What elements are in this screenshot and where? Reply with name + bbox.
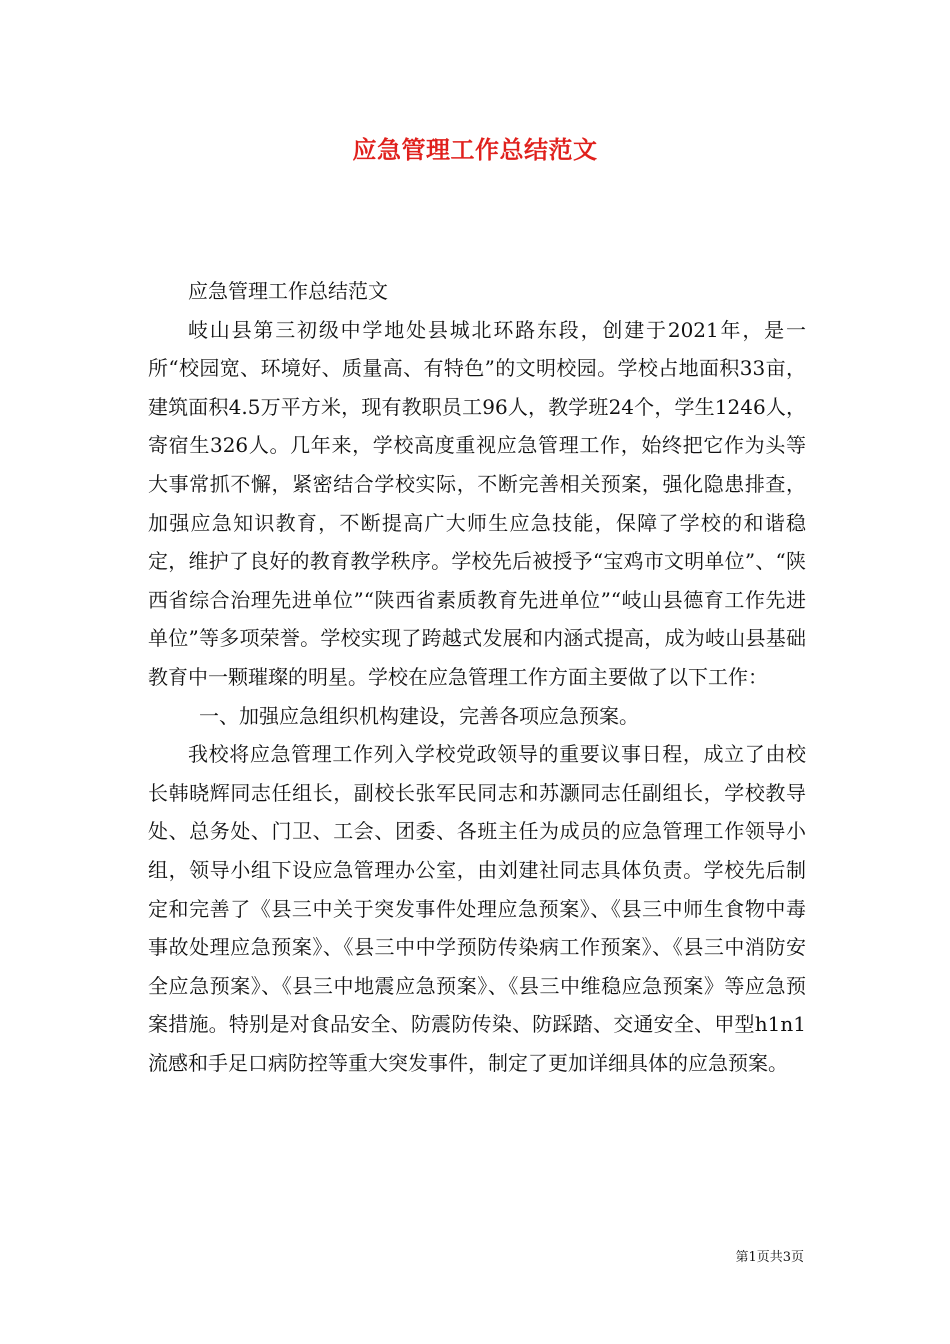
document-body	[148, 272, 806, 1082]
paragraph-intro: 岐山县第三初级中学地处县城北环路东段，创建于2021年，是一所“校园宽、环境好、质量高、有特色”的文明校园。学校占地面积33亩，建筑面积4.5万平方米，现有教职员工96人，教学班24个，学生1246人，寄宿生326人。几年来，学校高度重视应急管理工作，始终把它作为头等大事常抓不懈，紧密结合学校实际，不断完善相关预案，强化隐患排查，加强应急知识教育，不断提高广大师生应急技能，保障了学校的和谐稳定，维护了良好的教育教学秩序。学校先后被授予“宝鸡市文明单位”、“陕西省综合治理先进单位”“陕西省素质教育先进单位”“岐山县德育工作先进单位”等多项荣誉。学校实现了跨越式发展和内涵式提高，成为岐山县基础教育中一颗璀璨的明星。学校在应急管理工作方面主要做了以下工作：	[148, 317, 806, 689]
paragraph-subtitle: 应急管理工作总结范文	[188, 279, 388, 303]
paragraph-section-1: 我校将应急管理工作列入学校党政领导的重要议事日程，成立了由校长韩晓辉同志任组长，副校长张军民同志和苏灏同志任副组长，学校教导处、总务处、门卫、工会、团委、各班主任为成员的应急管理工作领导小组，领导小组下设应急管理办公室，由刘建社同志具体负责。学校先后制定和完善了《县三中关于突发事件处理应急预案》、《县三中师生食物中毒事故处理应急预案》、《县三中中学预防传染病工作预案》、《县三中消防安全应急预案》、《县三中地震应急预案》、《县三中维稳应急预案》等应急预案措施。特别是对食品安全、防震防传染、防踩踏、交通安全、甲型h1n1流感和手足口病防控等重大突发事件，制定了更加详细具体的应急预案。	[148, 742, 806, 1075]
section-heading-1: 一、加强应急组织机构建设，完善各项应急预案。	[199, 703, 639, 728]
page-number: 第1页共3页	[735, 1250, 804, 1265]
document-title: 应急管理工作总结范文	[352, 135, 598, 164]
